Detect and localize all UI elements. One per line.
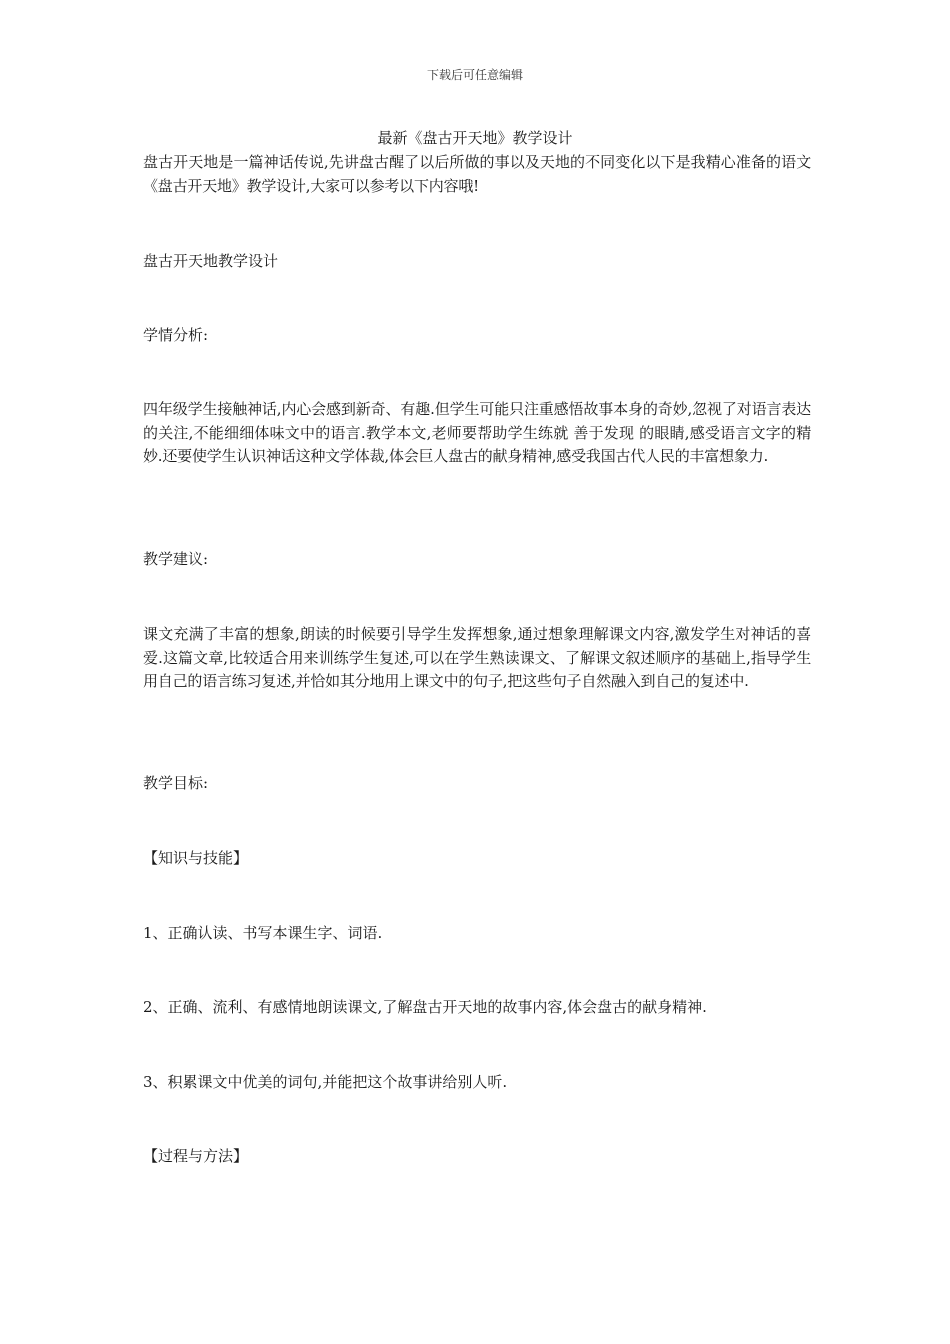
suggestion-heading: 教学建议: [143,550,209,568]
goal-item-2: 2、正确、流利、有感情地朗读课文,了解盘古开天地的故事内容,体会盘古的献身精神. [143,998,707,1016]
knowledge-skills-heading: 【知识与技能】 [143,849,249,867]
goal-item-1: 1、正确认读、书写本课生字、词语. [143,924,383,942]
goal-item-3: 3、积累课文中优美的词句,并能把这个故事讲给别人听. [143,1073,508,1091]
analysis-paragraph: 四年级学生接触神话,内心会感到新奇、有趣.但学生可能只注重感悟故事本身的奇妙,忽视了对语言表达的关注,不能细细体味文中的语言.教学本文,老师要帮助学生练就 善于发现 的眼睛,感受语言文字的精妙.还要使学生认识神话这种文学体裁,体会巨人盘古的献身精神,感受我国古代人民的丰富想象力. [143,400,811,465]
goals-heading: 教学目标: [143,774,209,792]
document-title: 最新《盘古开天地》教学设计 [377,129,573,147]
subtitle: 盘古开天地教学设计 [143,252,279,270]
intro-paragraph: 盘古开天地是一篇神话传说,先讲盘古醒了以后所做的事以及天地的不同变化以下是我精心准备的语文《盘古开天地》教学设计,大家可以参考以下内容哦! [143,153,811,195]
page-header-note: 下载后可任意编辑 [426,68,523,82]
process-method-heading: 【过程与方法】 [143,1147,249,1165]
suggestion-paragraph: 课文充满了丰富的想象,朗读的时候要引导学生发挥想象,通过想象理解课文内容,激发学生对神话的喜爱.这篇文章,比较适合用来训练学生复述,可以在学生熟读课文、了解课文叙述顺序的基础上,指导学生用自己的语言练习复述,并恰如其分地用上课文中的句子,把这些句子自然融入到自己的复述中. [143,625,811,690]
analysis-heading: 学情分析: [143,326,209,344]
